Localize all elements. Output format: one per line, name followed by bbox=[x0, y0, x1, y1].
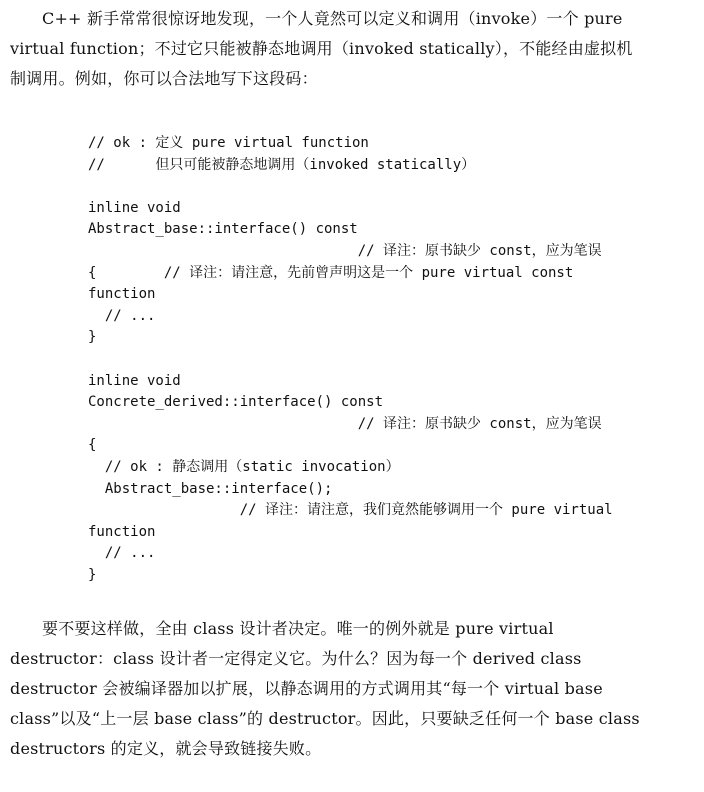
code-line: function bbox=[88, 523, 156, 540]
code-line: // ... bbox=[88, 307, 156, 324]
intro-paragraph bbox=[10, 4, 696, 94]
code-line: { bbox=[88, 437, 97, 454]
outro-line-5: destructors 的定义，就会导致链接失败。 bbox=[10, 739, 322, 758]
translator-note: // 译注：请注意，我们竟然能够调用一个 pure virtual bbox=[88, 502, 613, 519]
code-line: Abstract_base::interface() const bbox=[88, 221, 358, 238]
outro-paragraph bbox=[10, 614, 696, 764]
translator-note: // 译注：原书缺少 const，应为笔误 bbox=[88, 415, 602, 432]
code-line: // ok : 静态调用（static invocation） bbox=[88, 458, 400, 475]
code-line bbox=[88, 176, 688, 198]
outro-line-2: destructor：class 设计者一定得定义它。为什么？因为每一个 derived class bbox=[10, 649, 582, 668]
code-line: inline void bbox=[88, 199, 181, 216]
code-line: // 但只可能被静态地调用（invoked statically） bbox=[88, 156, 476, 173]
translator-note: { // 译注：请注意，先前曾声明这是一个 pure virtual const bbox=[88, 264, 574, 281]
code-line: Abstract_base::interface(); bbox=[88, 480, 333, 497]
code-line: // ... bbox=[88, 545, 156, 562]
code-line: } bbox=[88, 329, 97, 346]
outro-line-1: 要不要这样做，全由 class 设计者决定。唯一的例外就是 pure virtual bbox=[42, 619, 554, 638]
code-line: } bbox=[88, 566, 97, 583]
outro-line-3: destructor 会被编译器加以扩展，以静态调用的方式调用其“每一个 virtual base bbox=[10, 679, 603, 698]
code-line: Concrete_derived::interface() const bbox=[88, 394, 384, 411]
intro-line-2: virtual function；不过它只能被静态地调用（invoked statically），不能经由虚拟机 bbox=[10, 39, 633, 58]
code-line: // ok : 定义 pure virtual function bbox=[88, 135, 369, 151]
translator-note: // 译注：原书缺少 const，应为笔误 bbox=[88, 242, 602, 259]
intro-line-1: C++ 新手常常很惊讶地发现，一个人竟然可以定义和调用（invoke）一个 pure bbox=[42, 9, 623, 28]
outro-line-4: class”以及“上一层 base class”的 destructor。因此，只要缺乏任何一个 base class bbox=[10, 709, 640, 728]
code-listing bbox=[88, 133, 688, 586]
code-line: function bbox=[88, 286, 156, 303]
intro-line-3: 制调用。例如，你可以合法地写下这段码： bbox=[10, 69, 318, 88]
code-line: inline void bbox=[88, 372, 181, 389]
code-line bbox=[88, 349, 688, 371]
